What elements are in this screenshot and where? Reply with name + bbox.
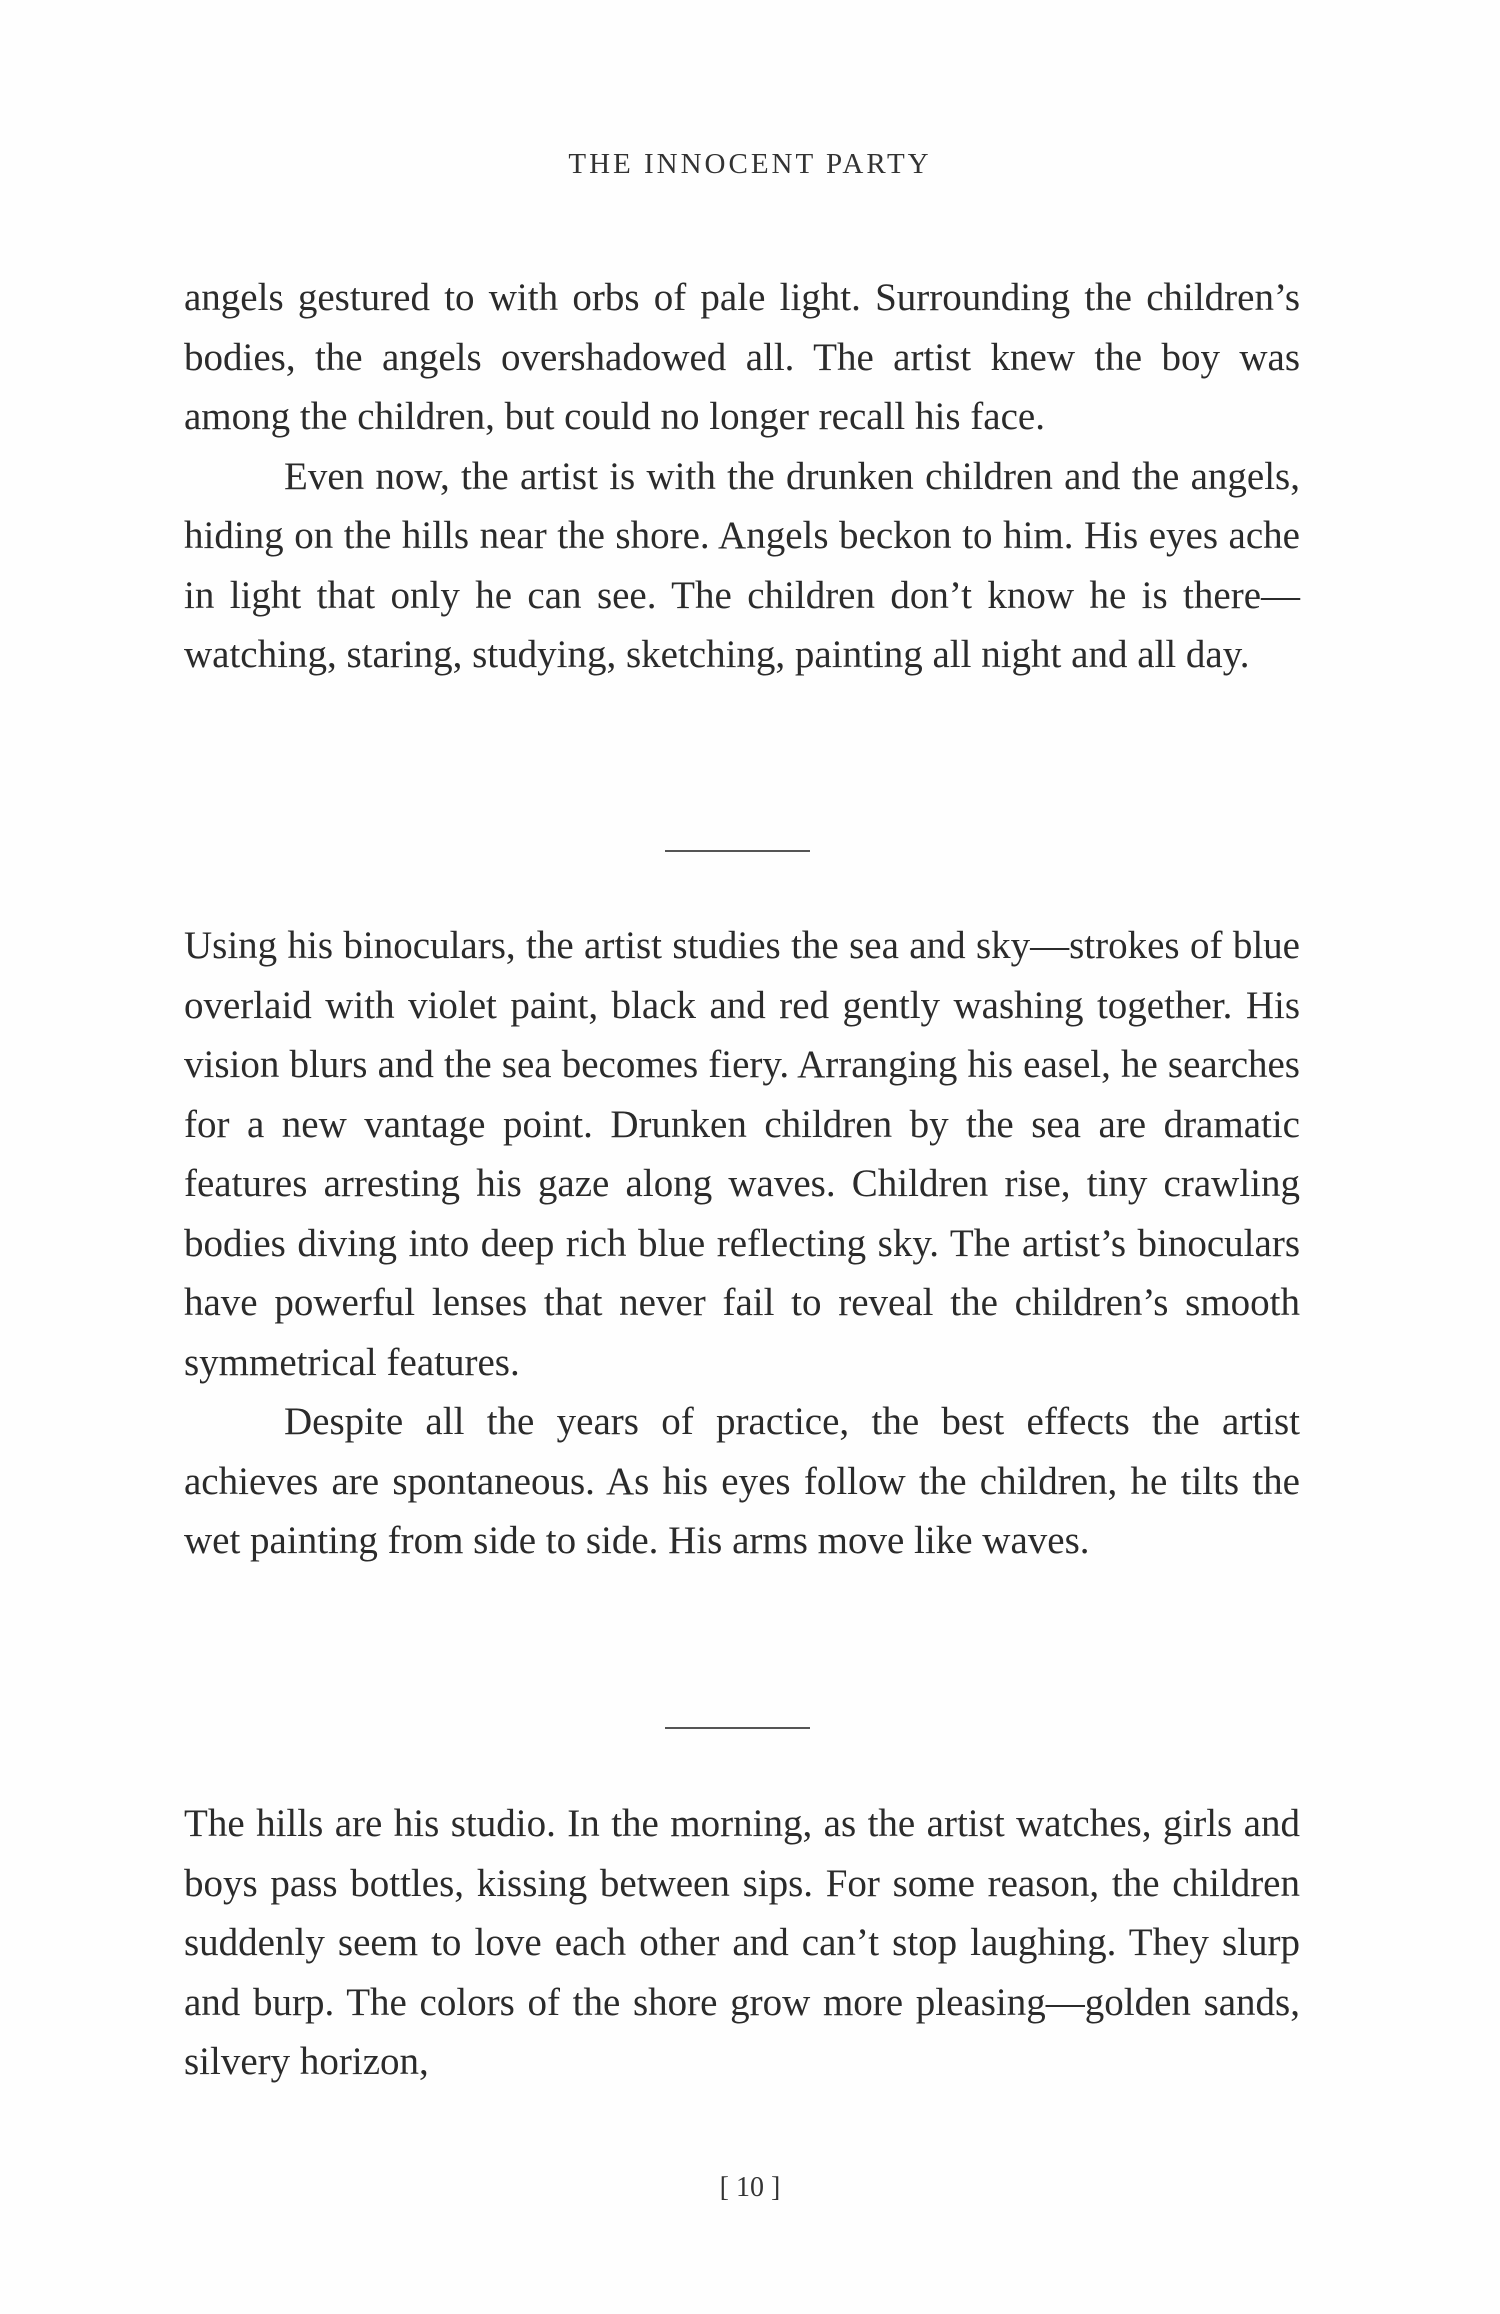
paragraph: Even now, the artist is with the drunken children and the angels, hiding on the hills near the shore. Angels beckon to him. His eyes ache in light that only he can see. The children don’t know he is there—watching, staring, studying, sketching, painting all night and all day. [184, 454, 1300, 676]
paragraph: The hills are his studio. In the morning, as the artist watches, girls and boys pass bottles, kissing between sips. For some reason, the children suddenly seem to love each other and can’t stop laughing. They slurp and burp. The colors of the shore grow more pleasing—golden sands, silvery horizon, [184, 1802, 1300, 2083]
section-2 [184, 916, 1300, 1571]
section-3 [184, 1794, 1300, 2092]
section-1 [184, 268, 1300, 685]
section-break-rule [665, 1727, 810, 1729]
section-break-rule [665, 850, 810, 852]
paragraph: Using his binoculars, the artist studies the sea and sky—strokes of blue overlaid with violet paint, black and red gently washing together. His vision blurs and the sea becomes fiery. Arranging his easel, he searches for a new vantage point. Drunken children by the sea are dramatic features arresting his gaze along waves. Children rise, tiny crawling bodies diving into deep rich blue reflecting sky. The artist’s binoculars have powerful lenses that never fail to reveal the children’s smooth symmetrical features. [184, 924, 1300, 1384]
paragraph: angels gestured to with orbs of pale light. Surrounding the children’s bodies, the angels overshadowed all. The artist knew the boy was among the children, but could no longer recall his face. [184, 276, 1300, 438]
running-head: THE INNOCENT PARTY [568, 148, 932, 180]
page-number: [ 10 ] [719, 2172, 781, 2203]
paragraph: Despite all the years of practice, the best effects the artist achieves are spontaneous. As his eyes follow the children, he tilts the wet painting from side to side. His arms move like waves. [184, 1400, 1300, 1562]
